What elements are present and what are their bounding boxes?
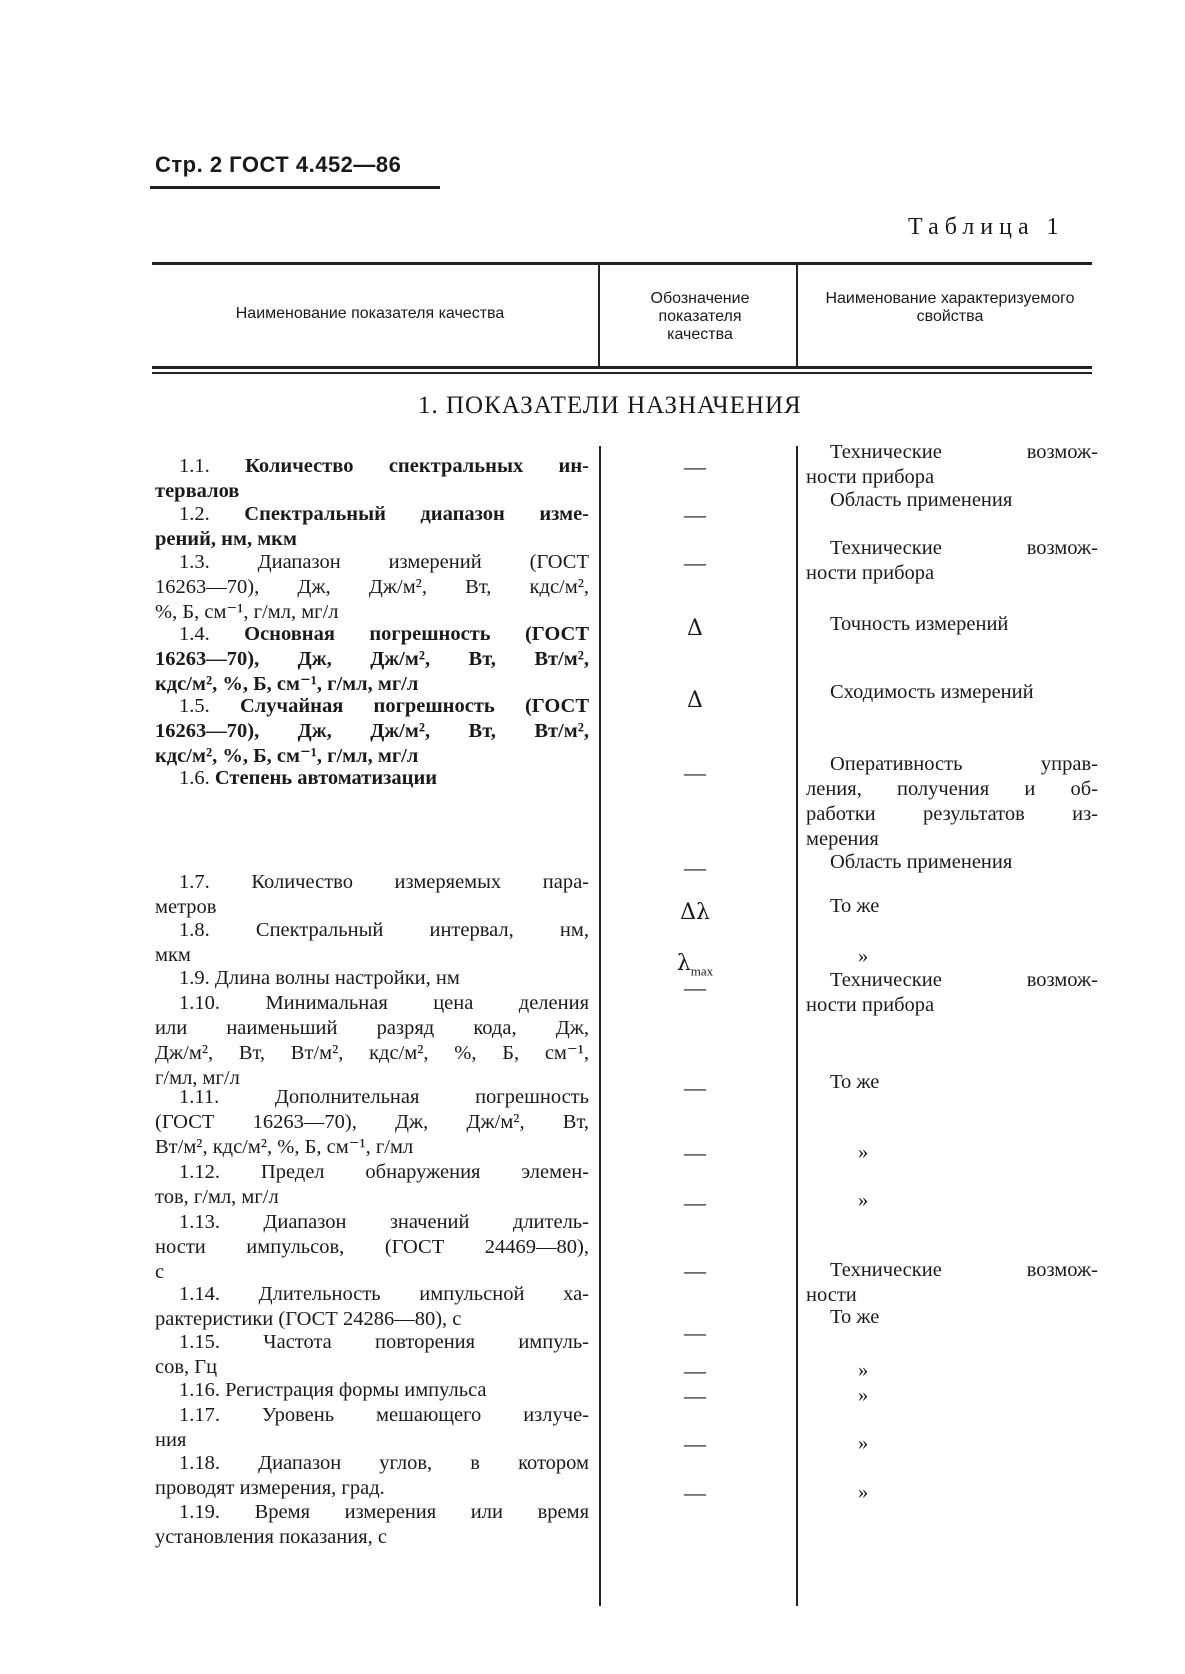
section-title: 1. ПОКАЗАТЕЛИ НАЗНАЧЕНИЯ: [418, 392, 802, 419]
row-name-text: Минимальная цена деления: [265, 992, 589, 1014]
row-property-4: [806, 612, 1098, 637]
row-name-text: сов, Гц: [155, 1356, 218, 1378]
row-name-text: Длина волны настройки, нм: [214, 967, 460, 989]
row-name-line: [155, 1403, 589, 1428]
row-name-text: Диапазон измерений (ГОСТ: [257, 551, 589, 573]
row-name-line: [155, 622, 589, 647]
page-header: Стр. 2 ГОСТ 4.452—86: [155, 152, 402, 177]
row-property-line: »: [858, 1481, 869, 1503]
row-name-line: [155, 1185, 589, 1210]
row-name-16: [155, 1378, 589, 1403]
row-name-text: Вт/м², кдс/м², %, Б, см⁻¹, г/мл: [155, 1136, 414, 1158]
row-name-text: Диапазон значений длитель-: [263, 1211, 589, 1233]
row-property-14: [806, 1258, 1098, 1308]
row-name-line: [155, 1282, 589, 1307]
row-name-text: Диапазон углов, в котором: [258, 1452, 589, 1474]
row-name-text: Длительность импульсной ха-: [258, 1283, 590, 1305]
row-number: 1.5.: [179, 695, 240, 717]
col-divider-2-head: [796, 262, 798, 368]
row-symbol-10: —: [684, 975, 706, 1000]
row-property-line: »: [858, 1359, 869, 1381]
row-symbol-2: —: [684, 502, 706, 527]
row-number: 1.19.: [179, 1501, 255, 1523]
row-name-text: ния: [155, 1429, 187, 1451]
row-name-line: [155, 454, 589, 479]
col-divider-2: [796, 446, 798, 1606]
row-property-12: [806, 1140, 1098, 1165]
row-property-9: [806, 944, 1098, 969]
row-name-text: Случайная погрешность (ГОСТ: [239, 695, 589, 717]
row-name-line: [155, 1500, 589, 1525]
row-property-line: »: [858, 1189, 869, 1211]
table-caption: Таблица 1: [908, 214, 1065, 240]
row-property-line: То же: [830, 1306, 880, 1328]
row-name-6: [155, 766, 589, 791]
row-name-text: Частота повторения импуль-: [263, 1331, 589, 1353]
row-name-text: тов, г/мл, мг/л: [155, 1186, 279, 1208]
row-property-8: [806, 894, 1098, 919]
row-number: 1.15.: [179, 1331, 264, 1353]
column-header-symbol: Обозначение показателя качества: [650, 290, 750, 343]
row-number: 1.16.: [179, 1379, 226, 1401]
row-property-line: Оперативность управ-: [830, 753, 1098, 775]
row-name-18: [155, 1451, 589, 1501]
row-property-line: ности прибора: [806, 466, 935, 488]
row-name-line: [155, 479, 589, 504]
row-name-2: [155, 502, 589, 552]
row-property-10: [806, 968, 1098, 1018]
row-name-line: [155, 1210, 589, 1235]
row-property-5: [806, 680, 1098, 705]
row-name-text: (ГОСТ 16263—70), Дж, Дж/м², Вт,: [155, 1111, 589, 1133]
row-name-line: [155, 1110, 589, 1135]
row-property-line: ности: [806, 1284, 857, 1306]
row-symbol-17: —: [684, 1383, 706, 1408]
row-symbol-16: —: [684, 1358, 706, 1383]
row-name-12: [155, 1160, 589, 1210]
row-symbol-7: —: [684, 855, 706, 880]
row-name-text: ности импульсов, (ГОСТ 24469—80),: [155, 1236, 589, 1258]
row-number: 1.9.: [179, 967, 215, 989]
row-number: 1.13.: [179, 1211, 264, 1233]
row-name-15: [155, 1330, 589, 1380]
row-name-13: [155, 1210, 589, 1285]
row-property-1: [806, 440, 1098, 490]
row-number: 1.7.: [179, 871, 252, 893]
row-name-11: [155, 1085, 589, 1160]
row-name-10: [155, 991, 589, 1091]
row-name-text: Уровень мешающего излуче-: [261, 1404, 589, 1426]
row-name-line: [155, 1428, 589, 1453]
row-symbol-8: Δλ: [680, 900, 710, 925]
row-property-line: То же: [830, 895, 880, 917]
row-name-text: или наименьший разряд кода, Дж,: [155, 1017, 589, 1039]
col-divider-1-head: [598, 262, 600, 368]
row-property-line: Точность измерений: [830, 613, 1009, 635]
row-name-line: [155, 1160, 589, 1185]
row-name-text: с: [155, 1261, 165, 1283]
row-name-text: метров: [155, 896, 217, 918]
row-name-text: Количество измеряемых пара-: [251, 871, 589, 893]
row-property-line: »: [858, 945, 869, 967]
row-name-text: 16263—70), Дж, Дж/м², Вт, кдс/м²,: [155, 576, 589, 598]
row-number: 1.8.: [179, 919, 256, 941]
row-name-line: [155, 550, 589, 575]
row-property-line: »: [858, 1432, 869, 1454]
row-name-text: Спектральный интервал, нм,: [255, 919, 589, 941]
row-property-line: Область применения: [830, 489, 1013, 511]
row-name-line: [155, 1085, 589, 1110]
row-property-line: Технические возмож-: [830, 441, 1098, 463]
row-property-3: [806, 536, 1098, 586]
row-name-line: [155, 1235, 589, 1260]
row-name-text: рактеристики (ГОСТ 24286—80), с: [155, 1308, 462, 1330]
row-property-line: Сходимость измерений: [830, 681, 1034, 703]
row-number: 1.14.: [179, 1283, 259, 1305]
row-property-19: [806, 1480, 1098, 1505]
row-name-line: [155, 1355, 589, 1380]
row-name-line: [155, 1135, 589, 1160]
row-symbol-3: —: [684, 550, 706, 575]
row-property-line: мерения: [806, 828, 879, 850]
row-name-line: [155, 1525, 589, 1550]
row-property-13: [806, 1188, 1098, 1213]
row-name-line: [155, 1451, 589, 1476]
row-name-line: [155, 575, 589, 600]
row-property-line: ности прибора: [806, 562, 935, 584]
row-symbol-18: —: [684, 1431, 706, 1456]
row-name-text: Предел обнаружения элемен-: [260, 1161, 590, 1183]
row-property-15: [806, 1305, 1098, 1330]
row-name-text: Дополнительная погрешность: [274, 1086, 589, 1108]
row-name-line: [155, 1378, 589, 1403]
row-property-line: ления, получения и об-: [806, 778, 1098, 800]
row-property-18: [806, 1431, 1098, 1456]
row-symbol-5: Δ: [687, 688, 703, 713]
row-name-text: Время измерения или время: [254, 1501, 589, 1523]
row-name-1: [155, 454, 589, 504]
row-property-6: [806, 752, 1098, 852]
row-name-line: [155, 527, 589, 552]
row-symbol-12: —: [684, 1140, 706, 1165]
row-name-text: Степень автоматизации: [214, 767, 438, 789]
row-name-line: [155, 1016, 589, 1041]
row-name-text: проводят измерения, град.: [155, 1477, 385, 1499]
row-number: 1.3.: [179, 551, 258, 573]
row-property-line: »: [858, 1141, 869, 1163]
row-number: 1.17.: [179, 1404, 262, 1426]
row-name-text: тервалов: [155, 480, 240, 502]
row-number: 1.18.: [179, 1452, 259, 1474]
row-number: 1.1.: [179, 455, 246, 477]
row-property-line: То же: [830, 1071, 880, 1093]
row-name-text: рений, нм, мкм: [155, 528, 297, 550]
row-name-text: мкм: [155, 944, 191, 966]
row-number: 1.4.: [179, 623, 245, 645]
row-name-line: [155, 502, 589, 527]
row-name-7: [155, 870, 589, 920]
row-name-5: [155, 694, 589, 769]
row-property-17: [806, 1383, 1098, 1408]
row-number: 1.2.: [179, 503, 245, 525]
row-number: 1.11.: [179, 1086, 275, 1108]
row-name-line: [155, 1476, 589, 1501]
row-name-text: Количество спектральных ин-: [245, 455, 589, 477]
row-symbol-1: —: [684, 454, 706, 479]
column-header-property: Наименование характеризуемого свойства: [825, 290, 1075, 325]
row-name-17: [155, 1403, 589, 1453]
row-property-line: работки результатов из-: [806, 803, 1098, 825]
row-name-line: [155, 918, 589, 943]
row-name-9: [155, 966, 589, 991]
row-name-text: 16263—70), Дж, Дж/м², Вт, Вт/м²,: [155, 720, 589, 742]
row-name-line: [155, 1330, 589, 1355]
row-property-16: [806, 1358, 1098, 1383]
row-name-4: [155, 622, 589, 697]
row-name-8: [155, 918, 589, 968]
row-symbol-11: —: [684, 1075, 706, 1100]
row-property-11: [806, 1070, 1098, 1095]
row-symbol-19: —: [684, 1480, 706, 1505]
row-number: 1.6.: [179, 767, 215, 789]
row-name-text: %, Б, см⁻¹, г/мл, мг/л: [155, 601, 339, 623]
row-property-7: [806, 850, 1098, 875]
table-top-rule: [152, 262, 1092, 265]
row-name-line: [155, 1041, 589, 1066]
row-name-text: установления показания, с: [155, 1526, 387, 1548]
row-symbol-14: —: [684, 1258, 706, 1283]
row-symbol-15: —: [684, 1320, 706, 1345]
row-name-text: Спектральный диапазон изме-: [244, 503, 589, 525]
row-property-line: Технические возмож-: [830, 537, 1098, 559]
row-property-line: »: [858, 1384, 869, 1406]
row-property-2: [806, 488, 1098, 513]
row-symbol-6: —: [684, 760, 706, 785]
row-property-line: Технические возмож-: [830, 969, 1098, 991]
row-name-line: [155, 870, 589, 895]
column-header-name: Наименование показателя качества: [235, 305, 505, 322]
row-name-text: кдс/м², %, Б, см⁻¹, г/мл, мг/л: [155, 745, 419, 767]
row-name-line: [155, 719, 589, 744]
row-name-line: [155, 1307, 589, 1332]
row-number: 1.12.: [179, 1161, 261, 1183]
row-name-line: [155, 966, 589, 991]
row-name-text: Дж/м², Вт, Вт/м², кдс/м², %, Б, см⁻¹,: [155, 1042, 589, 1064]
row-name-text: кдс/м², %, Б, см⁻¹, г/мл, мг/л: [155, 673, 419, 695]
row-name-line: [155, 694, 589, 719]
row-name-text: 16263—70), Дж, Дж/м², Вт, Вт/м²,: [155, 648, 589, 670]
col-divider-1: [599, 446, 601, 1606]
row-symbol-13: —: [684, 1190, 706, 1215]
row-symbol-4: Δ: [687, 616, 703, 641]
row-property-line: Технические возмож-: [830, 1259, 1098, 1281]
row-name-line: [155, 766, 589, 791]
row-name-line: [155, 895, 589, 920]
row-name-line: [155, 943, 589, 968]
row-property-line: Область применения: [830, 851, 1013, 873]
row-name-text: Основная погрешность (ГОСТ: [244, 623, 590, 645]
row-name-line: [155, 991, 589, 1016]
table-head-rule: [152, 366, 1092, 369]
header-rule: [150, 186, 440, 189]
row-name-text: Регистрация формы импульса: [225, 1379, 487, 1401]
row-number: 1.10.: [179, 992, 266, 1014]
table-head-rule-2: [152, 372, 1092, 374]
row-name-text: г/мл, мг/л: [155, 1067, 240, 1089]
row-symbol-9: $\lambda_{max}$: [676, 951, 714, 979]
row-property-line: ности прибора: [806, 994, 935, 1016]
row-name-19: [155, 1500, 589, 1550]
row-name-line: [155, 647, 589, 672]
row-name-14: [155, 1282, 589, 1332]
row-name-3: [155, 550, 589, 625]
